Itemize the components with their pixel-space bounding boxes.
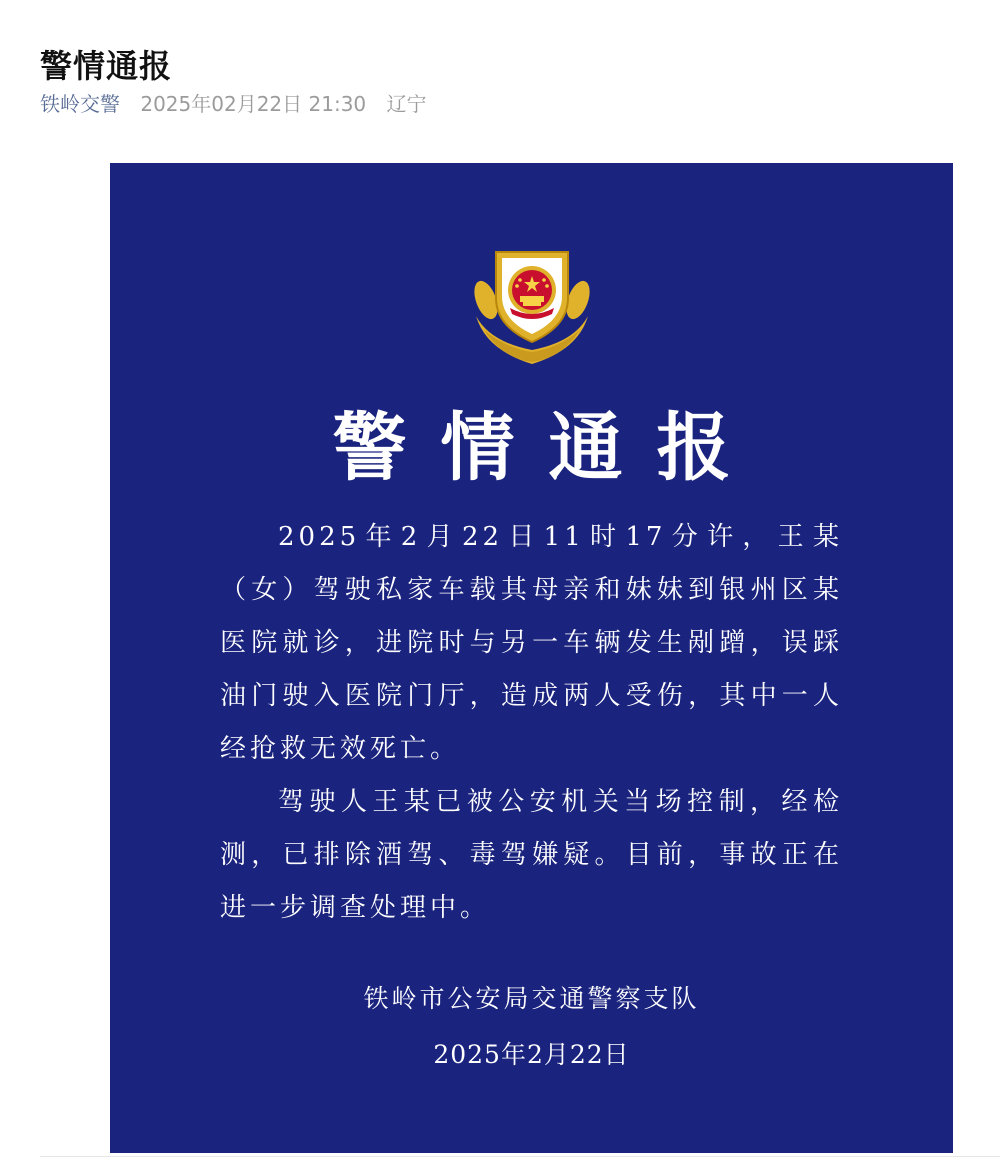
notice-image	[110, 163, 953, 1153]
signature-org: 铁岭市公安局交通警察支队	[363, 984, 700, 1013]
notice-body	[220, 511, 843, 935]
notice-heading: 警情通报	[332, 405, 765, 491]
notice-paragraph: 驾驶人王某已被公安机关当场控制，经检测，已排除酒驾、毒驾嫌疑。目前，事故正在进一步调查处理中。	[220, 787, 843, 923]
article-meta	[40, 88, 427, 117]
account-name-link[interactable]: 铁岭交警	[40, 92, 120, 116]
article-title: 警情通报	[40, 47, 173, 86]
divider	[40, 1156, 1000, 1157]
signature-date: 2025年2月22日	[433, 1040, 630, 1069]
police-emblem-icon	[466, 238, 598, 370]
notice-paragraph: 2025年2月22日11时17分许，王某（女）驾驶私家车载其母亲和妹妹到银州区某医院就诊，进院时与另一车辆发生剐蹭，误踩油门驶入医院门厅，造成两人受伤，其中一人经抢救无效死亡。	[220, 522, 843, 764]
publish-location: 辽宁	[386, 92, 427, 116]
publish-date: 2025年02月22日 21:30	[140, 92, 367, 116]
